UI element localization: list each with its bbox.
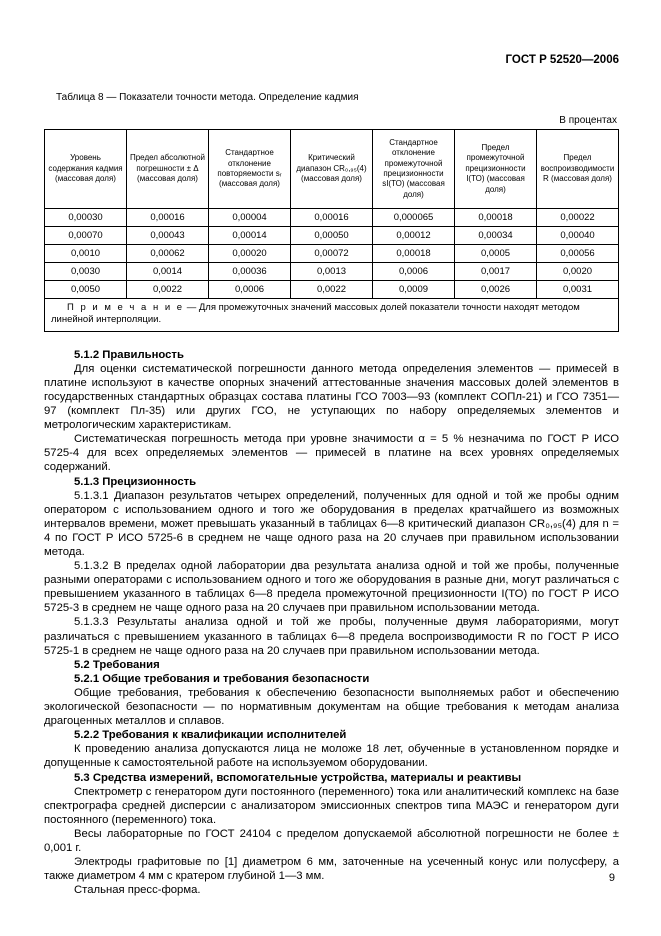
paragraph: 5.1.3.3 Результаты анализа одной и той же пробы, полученные двумя лабораториями, могут различаться с превышением указанного в таблицах 6—8 предела воспроизводимости R по ГОСТ Р ИСО 5725-1 в среднем не чаще одного раза на 20 случаев при правильном использовании метода. [44, 616, 619, 657]
section-heading-5-2-1: 5.2.1 Общие требования и требования безопасности [74, 672, 370, 685]
table-cell: 0,00018 [455, 209, 537, 227]
table-cell: 0,00050 [291, 227, 373, 245]
table-cell: 0,0014 [127, 263, 209, 281]
paragraph: Весы лабораторные по ГОСТ 24104 с пределом допускаемой абсолютной погрешности не более ± 0,001 г. [44, 827, 619, 854]
table-header-row [45, 130, 619, 209]
paragraph: Систематическая погрешность метода при уровне значимости α = 5 % незначима по ГОСТ Р ИСО 5725-4 для всех определяемых элементов — примесей в платине на всех уровнях определяемых содержаний. [44, 433, 619, 474]
units-note: В процентах [559, 115, 617, 126]
table-row [45, 227, 619, 245]
table-note [45, 299, 619, 332]
table-cell: 0,0030 [45, 263, 127, 281]
table-cell: 0,00034 [455, 227, 537, 245]
paragraph: К проведению анализа допускаются лица не моложе 18 лет, обученные в установленном порядке и допущенные к самостоятельной работе на используемом оборудовании. [44, 743, 619, 770]
paragraph: Для оценки систематической погрешности данного метода определения элементов — примесей в платине используют в качестве опорных значений аттестованные значения массовых долей элементов в государственных стандартных образцах состава платины ГСО 7003—93 (комплект СОПл-21) и ГСО 7351—97 (комплект Пл-35) или других ГСО, не уступающих по набору определяемых элементов и метрологическим характеристикам. [44, 362, 619, 432]
table-cell: 0,0013 [291, 263, 373, 281]
column-header-abs-error: Предел абсолютной погрешности ± Δ (массовая доля) [127, 130, 209, 209]
table-cell: 0,00004 [209, 209, 291, 227]
paragraph: Электроды графитовые по [1] диаметром 6 мм, заточенные на усеченный конус или полусферу, а также диаметром 4 мм с кратером глубиной 1—3 мм. [44, 856, 619, 883]
table-cell: 0,00040 [537, 227, 619, 245]
paragraph: 5.1.3.2 В пределах одной лаборатории два результата анализа одной и той же пробы, полученные разными операторами с использованием одного и того же оборудования в разные дни, могут различаться с превышением указанного в таблицах 6—8 предела промежуточной прецизионности I(ТО) по ГОСТ Р ИСО 5725-3 в среднем не чаще одного раза на 20 случаев при правильном использовании метода. [44, 560, 619, 615]
table-cell: 0,00020 [209, 245, 291, 263]
note-text: — Для промежуточных значений массовых долей показатели точности находят методом линейной интерполяции. [51, 302, 580, 326]
table-cell: 0,00022 [537, 209, 619, 227]
table-cell: 0,00036 [209, 263, 291, 281]
table-cell: 0,00070 [45, 227, 127, 245]
table-note-row [45, 299, 619, 332]
table-cell: 0,0006 [209, 281, 291, 299]
table-cell: 0,000065 [373, 209, 455, 227]
table-cell: 0,00072 [291, 245, 373, 263]
table-cell: 0,0006 [373, 263, 455, 281]
table-cell: 0,0009 [373, 281, 455, 299]
table-cell: 0,00014 [209, 227, 291, 245]
column-header-intermediate-sd: Стандартное отклонение промежуточной прецизионности sI(ТО) (массовая доля) [373, 130, 455, 209]
table-cell: 0,00018 [373, 245, 455, 263]
paragraph: 5.1.3.1 Диапазон результатов четырех определений, полученных для одной и той же пробы одним оператором с использованием одного и того же оборудования в пределах кратчайшего из возможных интервалов времени, может превышать указанный в таблицах 6—8 критический диапазон CR₀,₉₅(4) для n = 4 по ГОСТ Р ИСО 5725-6 в среднем не чаще одного раза на 20 случаев при правильном использовании метода. [44, 489, 619, 558]
table-row [45, 263, 619, 281]
table-cell: 0,00030 [45, 209, 127, 227]
table-cell: 0,0050 [45, 281, 127, 299]
column-header-repeatability: Стандартное отклонение повторяемости sᵣ (массовая доля) [209, 130, 291, 209]
note-label: П р и м е ч а н и е [67, 302, 185, 313]
column-header-critical-range: Критический диапазон CR₀,₉₅(4) (массовая доля) [291, 130, 373, 209]
table-cell: 0,0010 [45, 245, 127, 263]
section-heading-5-1-2: 5.1.2 Правильность [74, 348, 184, 361]
column-header-cadmium-level: Уровень содержания кадмия (массовая доля) [45, 130, 127, 209]
column-header-intermediate-limit: Предел промежуточной прецизионности I(ТО) (массовая доля) [455, 130, 537, 209]
table-row [45, 281, 619, 299]
accuracy-table [44, 129, 619, 332]
section-heading-5-1-3: 5.1.3 Прецизионность [74, 475, 197, 488]
table-cell: 0,0031 [537, 281, 619, 299]
table-caption: Таблица 8 — Показатели точности метода. Определение кадмия [56, 92, 359, 103]
column-header-reproducibility: Предел воспроизводимости R (массовая доля) [537, 130, 619, 209]
table-row [45, 245, 619, 263]
table-cell: 0,00012 [373, 227, 455, 245]
table-cell: 0,00016 [127, 209, 209, 227]
table-row [45, 209, 619, 227]
table-cell: 0,0020 [537, 263, 619, 281]
table-cell: 0,0022 [127, 281, 209, 299]
page-number: 9 [608, 872, 615, 884]
paragraph: Общие требования, требования к обеспечению безопасности выполняемых работ и обеспечению экологической безопасности — по нормативным документам на общие требования к методам анализа драгоценных металлов и сплавов. [44, 686, 619, 728]
table-cell: 0,00056 [537, 245, 619, 263]
section-heading-5-2-2: 5.2.2 Требования к квалификации исполнителей [74, 729, 347, 742]
table-cell: 0,0026 [455, 281, 537, 299]
table-cell: 0,0022 [291, 281, 373, 299]
table-cell: 0,00043 [127, 227, 209, 245]
table-cell: 0,00062 [127, 245, 209, 263]
standard-number: ГОСТ Р 52520—2006 [505, 54, 619, 66]
paragraph: Стальная пресс-форма. [74, 884, 201, 897]
paragraph: Спектрометр с генератором дуги постоянного (переменного) тока или аналитический комплекс на базе спектрографа средней дисперсии с анализатором эмиссионных спектров типа МАЭС и генератором дуги постоянного (переменного) тока. [44, 785, 619, 826]
table-cell: 0,0017 [455, 263, 537, 281]
table-cell: 0,00016 [291, 209, 373, 227]
table-cell: 0,0005 [455, 245, 537, 263]
section-heading-5-2: 5.2 Требования [74, 658, 160, 671]
section-heading-5-3: 5.3 Средства измерений, вспомогательные устройства, материалы и реактивы [74, 771, 522, 784]
document-body [44, 348, 619, 898]
